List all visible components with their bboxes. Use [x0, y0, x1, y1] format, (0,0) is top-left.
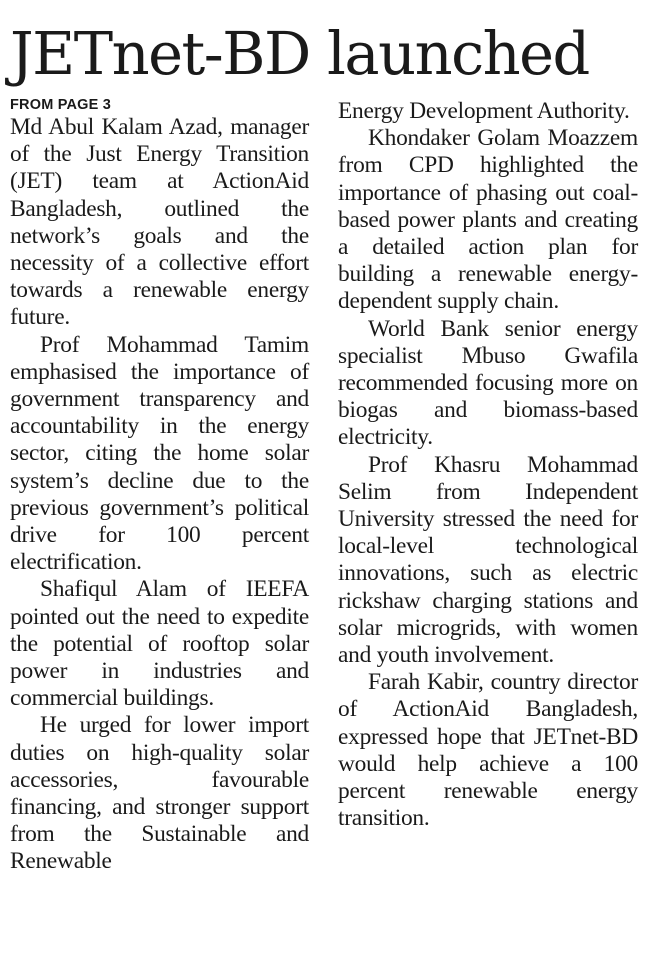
- paragraph-continuation: Energy Development Authority.: [338, 98, 630, 124]
- paragraph: World Bank senior energy specialist Mbuso Gwafila recommended focusing more on biogas and biomass-based electricity.: [338, 315, 638, 451]
- article-column-left: [10, 98, 309, 876]
- paragraph: He urged for lower import duties on high-quality solar accessories, favourable financing, and stronger support from the Sustainable and Renewable: [10, 712, 309, 875]
- paragraph: Md Abul Kalam Azad, manager of the Just Energy Transition (JET) team at ActionAid Bangladesh, outlined the network’s goals and the necessity of a collective effort towards a renewable energy future.: [10, 114, 309, 331]
- paragraph: Khondaker Golam Moazzem from CPD highlighted the importance of phasing out coal-based power plants and creating a detailed action plan for building a renewable energy-dependent supply chain.: [338, 125, 638, 315]
- paragraph: Prof Khasru Mohammad Selim from Independent University stressed the need for local-level technological innovations, such as electric rickshaw charging stations and solar microgrids, with women and youth involvement.: [338, 451, 638, 669]
- paragraph: Farah Kabir, country director of ActionAid Bangladesh, expressed hope that JETnet-BD would help achieve a 100 percent renewable energy transition.: [338, 669, 638, 832]
- article-column-right: [338, 98, 638, 832]
- continuation-kicker: FROM PAGE 3: [10, 97, 112, 113]
- paragraph: Prof Mohammad Tamim emphasised the importance of government transparency and accountability in the energy sector, citing the home solar system’s decline due to the previous government’s political drive for 100 percent electrification.: [10, 331, 309, 576]
- headline: JETnet-BD launched: [10, 19, 589, 88]
- paragraph: Shafiqul Alam of IEEFA pointed out the need to expedite the potential of rooftop solar power in industries and commercial buildings.: [10, 576, 309, 712]
